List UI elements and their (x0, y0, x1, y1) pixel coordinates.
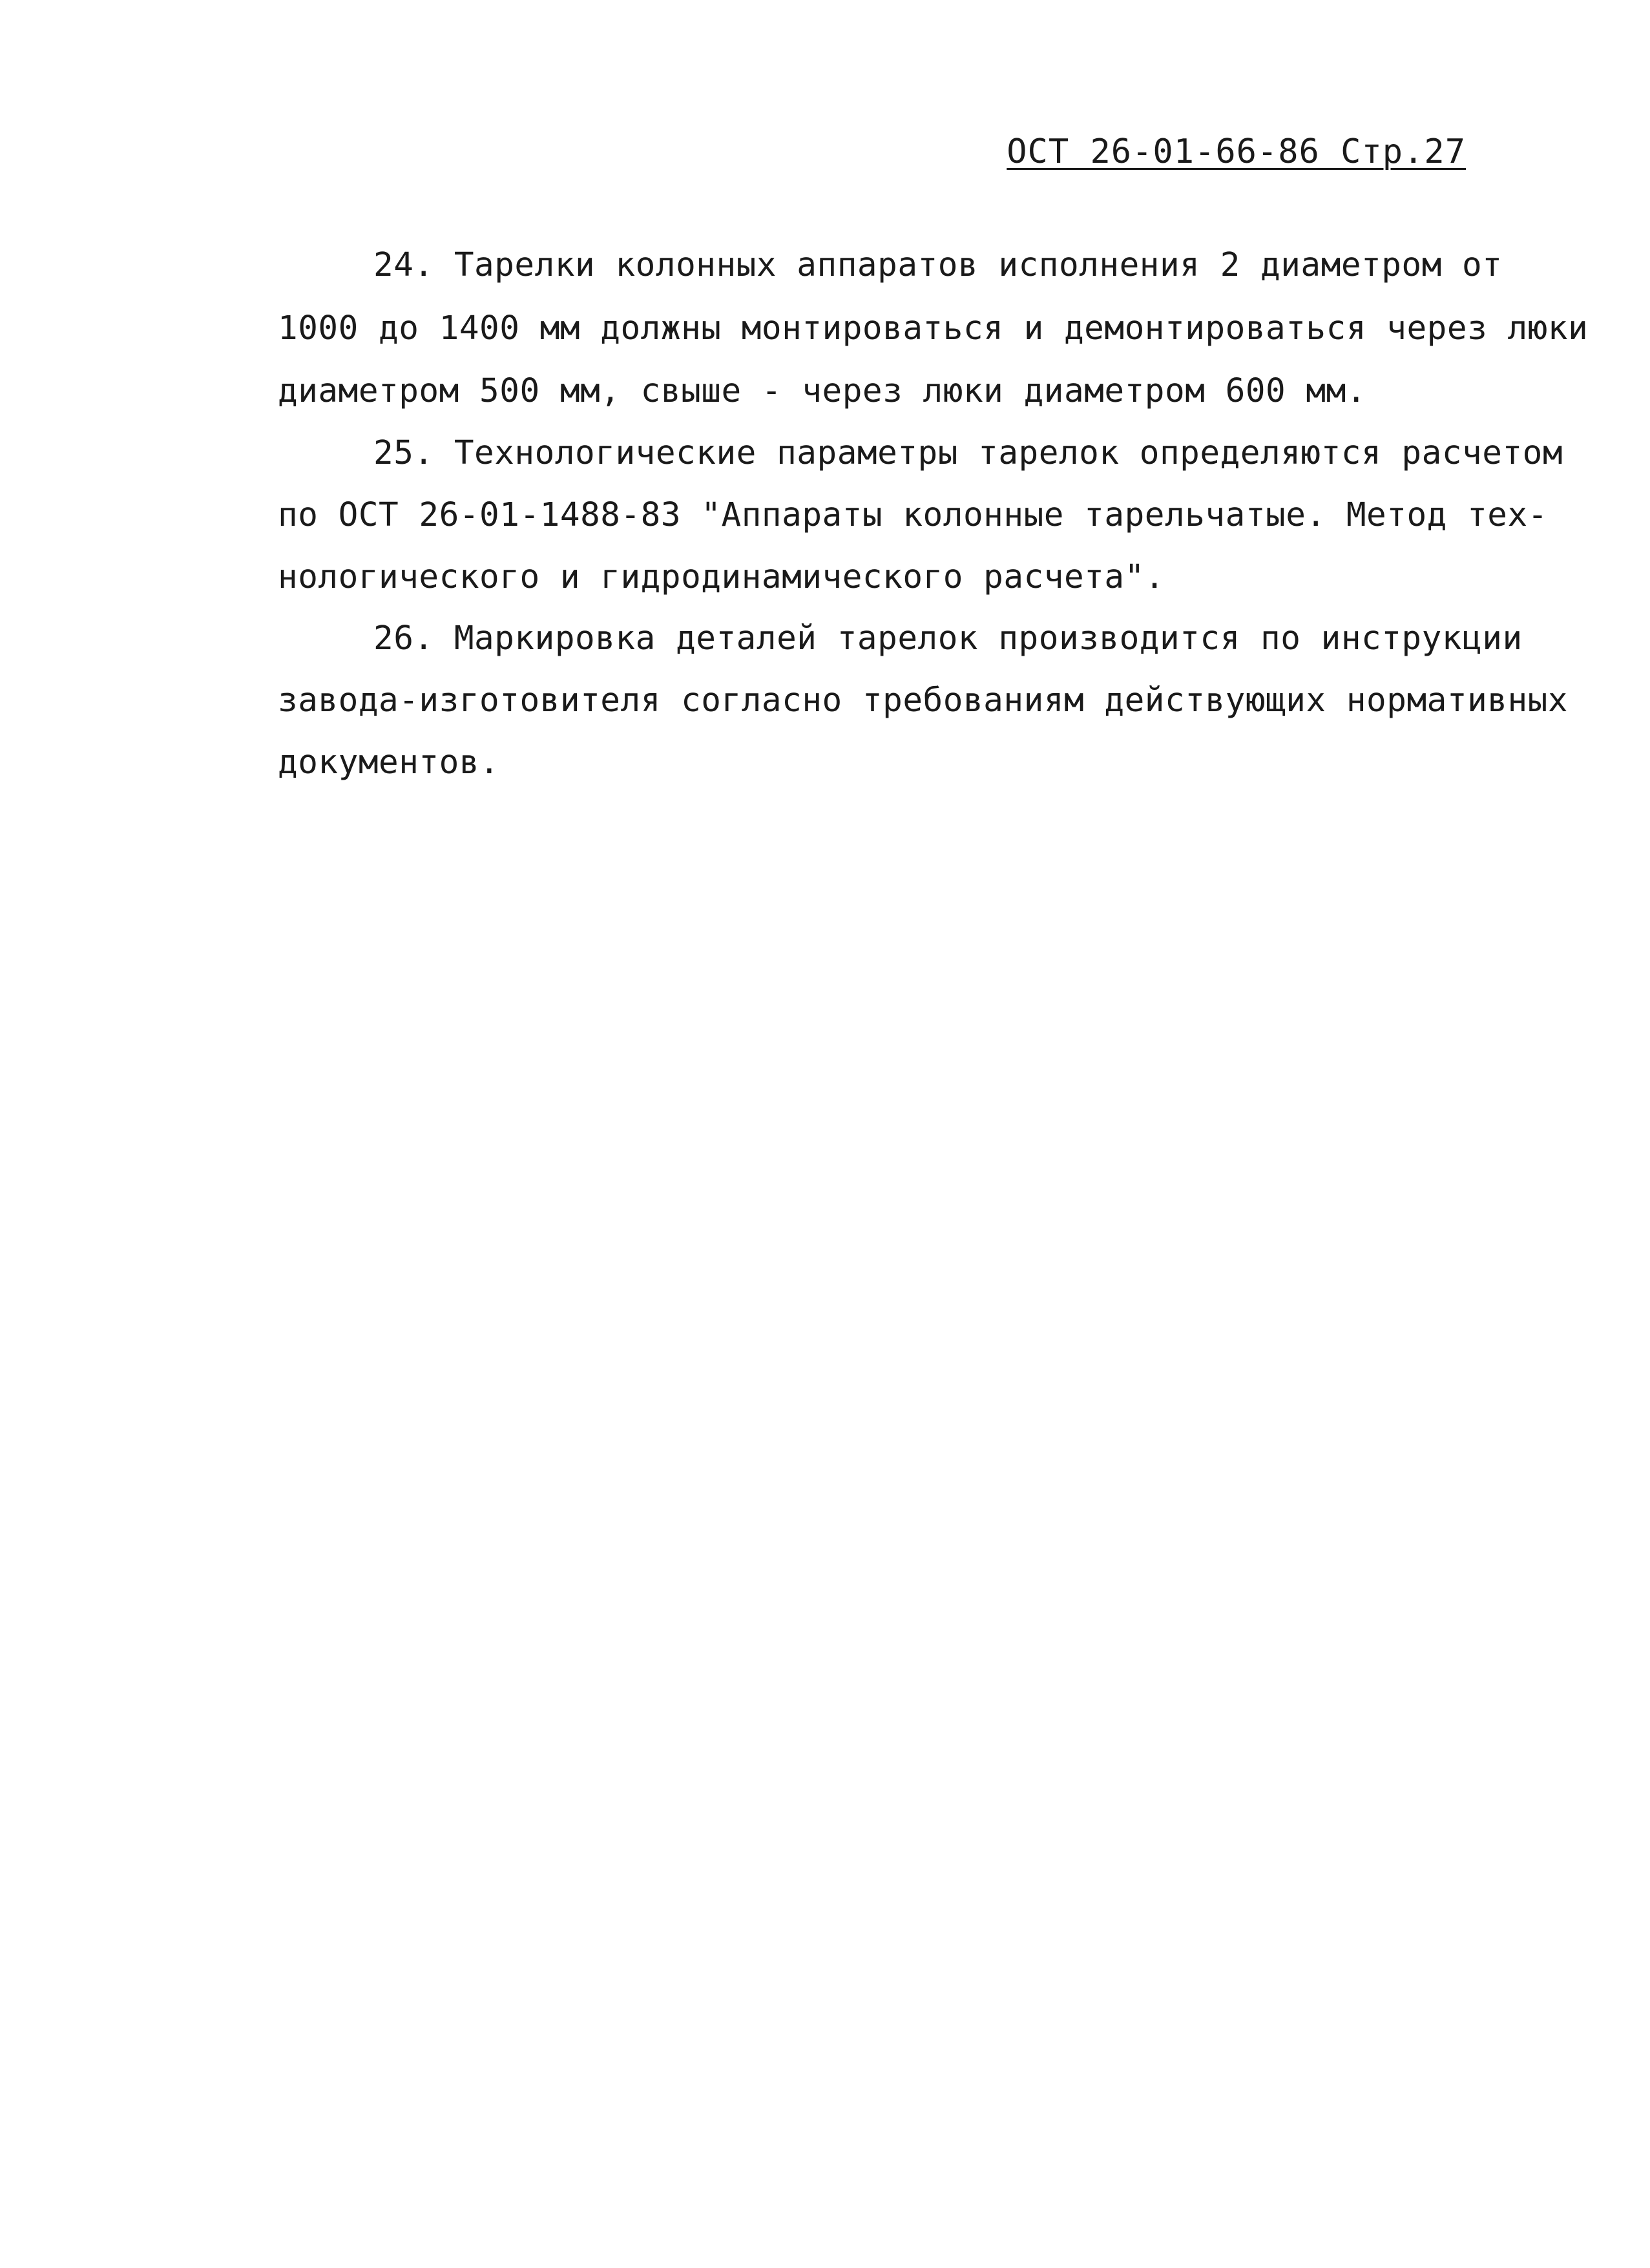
paragraph-line: документов. (278, 744, 500, 782)
paragraph-line: завода-изготовителя согласно требованиям действующих нормативных (278, 681, 1569, 720)
paragraph-line: 25. Технологические параметры тарелок определяются расчетом (373, 434, 1563, 472)
paragraph-line: 24. Тарелки колонных аппаратов исполнения 2 диаметром от (373, 246, 1503, 284)
paragraph-line: диаметром 500 мм, свыше - через люки диаметром 600 мм. (278, 372, 1367, 410)
paragraph-line: по ОСТ 26-01-1488-83 "Аппараты колонные тарельчатые. Метод тех- (278, 496, 1548, 534)
paragraph-line: 1000 до 1400 мм должны монтироваться и демонтироваться через люки (278, 309, 1589, 348)
page-header: ОСТ 26-01-66-86 Стр.27 (1007, 132, 1466, 171)
paragraph-line: 26. Маркировка деталей тарелок производится по инструкции (373, 619, 1523, 658)
paragraph-line: нологического и гидродинамического расчета". (278, 558, 1165, 596)
